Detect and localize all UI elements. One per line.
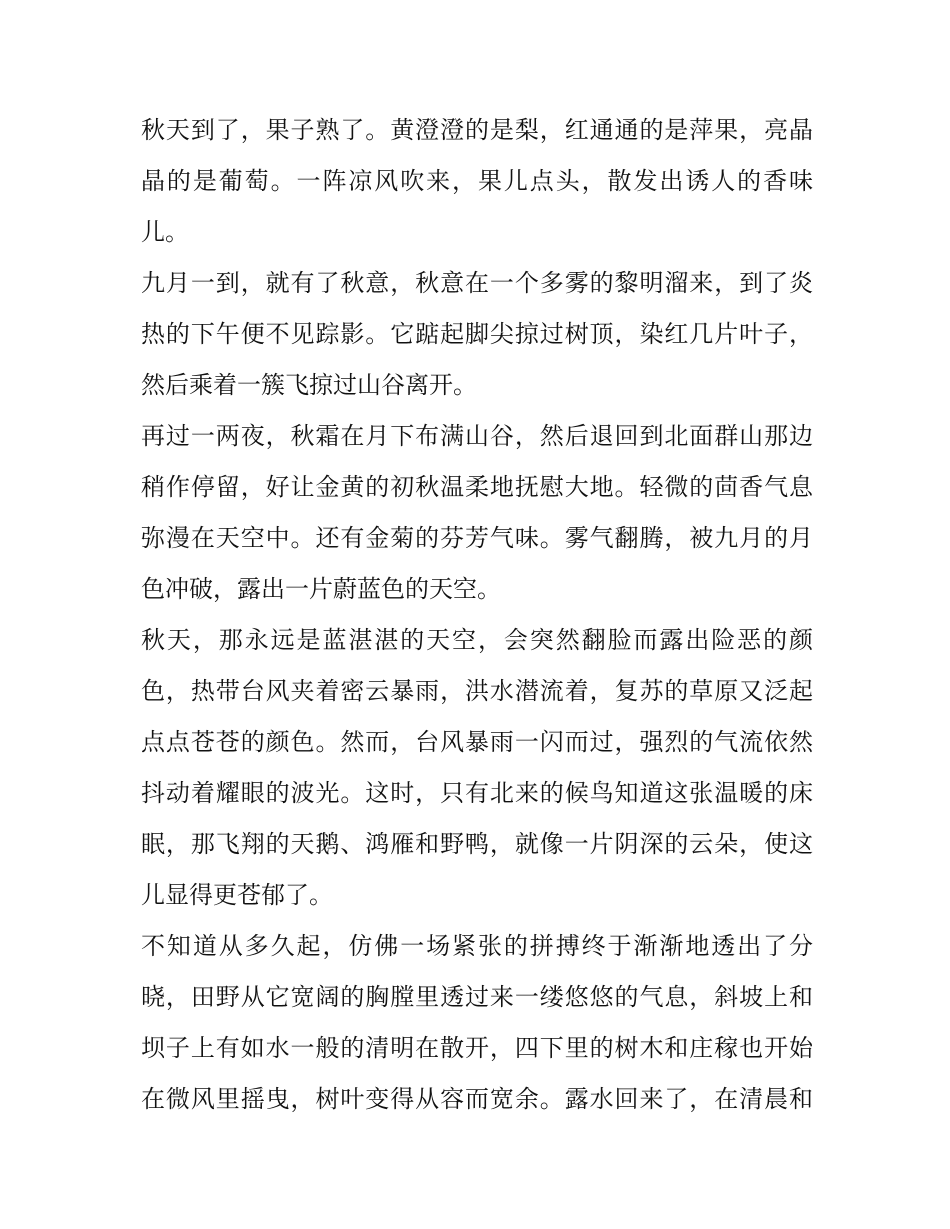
text-line: 在微风里摇曳，树叶变得从容而宽余。露水回来了，在清晨和	[141, 1085, 813, 1113]
text-line: 热的下午便不见踪影。它踮起脚尖掠过树顶，染红几片叶子，	[141, 320, 813, 348]
text-line: 稍作停留，好让金黄的初秋温柔地抚慰大地。轻微的茴香气息	[141, 473, 813, 501]
text-line: 九月一到，就有了秋意，秋意在一个多雾的黎明溜来，到了炎	[141, 269, 813, 297]
text-line: 再过一两夜，秋霜在月下布满山谷，然后退回到北面群山那边	[141, 422, 813, 450]
text-line: 儿。	[141, 218, 189, 246]
text-line: 秋天到了，果子熟了。黄澄澄的是梨，红通通的是萍果，亮晶	[141, 116, 813, 144]
paragraph-3	[141, 411, 813, 615]
body-text	[141, 105, 813, 1125]
text-line: 点点苍苍的颜色。然而，台风暴雨一闪而过，强烈的气流依然	[141, 728, 813, 756]
text-line: 坝子上有如水一般的清明在散开，四下里的树木和庄稼也开始	[141, 1034, 813, 1062]
paragraph-4	[141, 615, 813, 921]
text-line: 儿显得更苍郁了。	[141, 881, 333, 909]
text-line: 色冲破，露出一片蔚蓝色的天空。	[141, 575, 501, 603]
text-line: 秋天，那永远是蓝湛湛的天空，会突然翻脸而露出险恶的颜	[141, 626, 813, 654]
text-line: 弥漫在天空中。还有金菊的芬芳气味。雾气翻腾，被九月的月	[141, 524, 813, 552]
text-line: 晓，田野从它宽阔的胸膛里透过来一缕悠悠的气息，斜坡上和	[141, 983, 813, 1011]
text-line: 色，热带台风夹着密云暴雨，洪水潜流着，复苏的草原又泛起	[141, 677, 813, 705]
paragraph-2	[141, 258, 813, 411]
text-line: 眠，那飞翔的天鹅、鸿雁和野鸭，就像一片阴深的云朵，使这	[141, 830, 813, 858]
text-line: 然后乘着一簇飞掠过山谷离开。	[141, 371, 477, 399]
paragraph-1	[141, 105, 813, 258]
text-line: 不知道从多久起，仿佛一场紧张的拼搏终于渐渐地透出了分	[141, 932, 813, 960]
text-line: 抖动着耀眼的波光。这时，只有北来的候鸟知道这张温暖的床	[141, 779, 813, 807]
text-line: 晶的是葡萄。一阵凉风吹来，果儿点头，散发出诱人的香味	[141, 167, 813, 195]
paragraph-5	[141, 921, 813, 1125]
